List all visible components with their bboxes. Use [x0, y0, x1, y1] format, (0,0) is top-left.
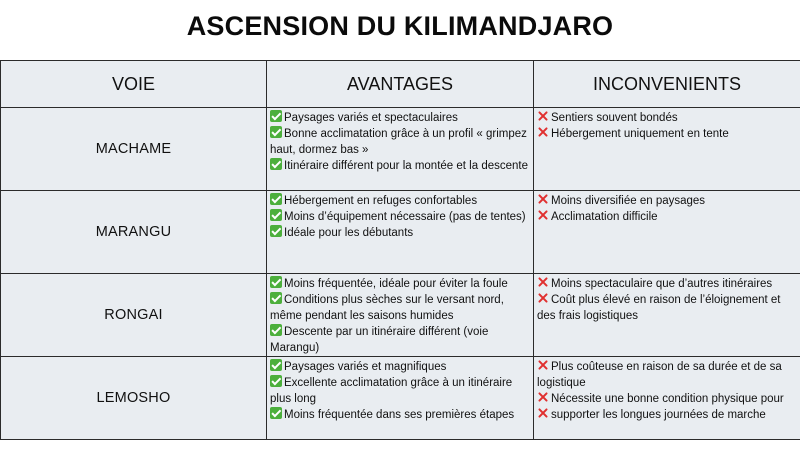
check-icon	[270, 292, 282, 304]
disadvantage-text: supporter les longues journées de marche	[551, 409, 766, 421]
check-icon	[270, 126, 282, 138]
cross-icon	[537, 292, 549, 304]
check-icon	[270, 110, 282, 122]
advantage-item	[270, 292, 529, 324]
advantage-item	[270, 359, 529, 375]
disadvantage-item	[537, 209, 796, 225]
disadvantage-text: Nécessite une bonne condition physique pour	[551, 393, 784, 405]
disadvantage-text: Acclimatation difficile	[551, 211, 658, 223]
advantage-item	[270, 193, 529, 209]
advantage-text: Itinéraire différent pour la montée et la descente	[284, 160, 528, 172]
advantage-text: Moins fréquentée dans ses premières étapes	[284, 409, 515, 421]
disadvantage-item	[537, 359, 796, 391]
table-row	[1, 274, 800, 357]
disadvantage-text: Hébergement uniquement en tente	[551, 128, 729, 140]
page-title: ASCENSION DU KILIMANDJARO	[186, 11, 614, 41]
advantage-item	[270, 158, 529, 174]
disadvantage-item	[537, 407, 796, 423]
route-name: MACHAME	[1, 108, 267, 191]
disadvantages-cell	[534, 357, 800, 440]
cross-icon	[537, 193, 549, 205]
disadvantage-item	[537, 110, 796, 126]
check-icon	[270, 359, 282, 371]
disadvantages-cell	[534, 274, 800, 357]
disadvantage-item	[537, 292, 796, 324]
disadvantages-cell	[534, 191, 800, 274]
column-header-disadvantages: INCONVENIENTS	[534, 61, 800, 108]
disadvantage-item	[537, 276, 796, 292]
table-header-row	[1, 61, 800, 108]
advantages-cell	[267, 191, 534, 274]
route-name: LEMOSHO	[1, 357, 267, 440]
advantages-cell	[267, 274, 534, 357]
check-icon	[270, 193, 282, 205]
disadvantage-item	[537, 126, 796, 142]
check-icon	[270, 225, 282, 237]
disadvantages-cell	[534, 108, 800, 191]
advantage-item	[270, 407, 529, 423]
advantages-cell	[267, 357, 534, 440]
cross-icon	[537, 359, 549, 371]
advantage-item	[270, 375, 529, 407]
check-icon	[270, 276, 282, 288]
cross-icon	[537, 209, 549, 221]
table-row	[1, 108, 800, 191]
cross-icon	[537, 391, 549, 403]
advantage-item	[270, 209, 529, 225]
advantage-item	[270, 126, 529, 158]
column-header-route: VOIE	[1, 61, 267, 108]
advantage-text: Moins d’équipement nécessaire (pas de tentes)	[284, 211, 526, 223]
advantage-item	[270, 276, 529, 292]
advantage-text: Conditions plus sèches sur le versant nord, même pendant les saisons humides	[270, 294, 504, 322]
cross-icon	[537, 407, 549, 419]
disadvantage-item	[537, 193, 796, 209]
advantage-text: Paysages variés et spectaculaires	[284, 112, 458, 124]
advantage-text: Idéale pour les débutants	[284, 227, 414, 239]
routes-comparison-table	[0, 60, 800, 440]
advantage-text: Excellente acclimatation grâce à un itinéraire plus long	[270, 377, 513, 405]
advantage-text: Hébergement en refuges confortables	[284, 195, 478, 207]
disadvantage-text: Moins diversifiée en paysages	[551, 195, 706, 207]
disadvantage-item	[537, 391, 796, 407]
disadvantage-text: Sentiers souvent bondés	[551, 112, 678, 124]
cross-icon	[537, 110, 549, 122]
advantages-cell	[267, 108, 534, 191]
advantage-item	[270, 225, 529, 241]
cross-icon	[537, 126, 549, 138]
route-name: RONGAI	[1, 274, 267, 357]
advantage-text: Bonne acclimatation grâce à un profil « grimpez haut, dormez bas »	[270, 128, 527, 156]
advantage-item	[270, 324, 529, 356]
check-icon	[270, 209, 282, 221]
disadvantage-text: Coût plus élevé en raison de l’éloignement et des frais logistiques	[537, 294, 781, 322]
advantage-text: Moins fréquentée, idéale pour éviter la foule	[284, 278, 508, 290]
table-row	[1, 357, 800, 440]
cross-icon	[537, 276, 549, 288]
column-header-advantages: AVANTAGES	[267, 61, 534, 108]
check-icon	[270, 158, 282, 170]
check-icon	[270, 324, 282, 336]
check-icon	[270, 407, 282, 419]
check-icon	[270, 375, 282, 387]
advantage-text: Paysages variés et magnifiques	[284, 361, 447, 373]
disadvantage-text: Plus coûteuse en raison de sa durée et de sa logistique	[537, 361, 782, 389]
route-name: MARANGU	[1, 191, 267, 274]
advantage-item	[270, 110, 529, 126]
advantage-text: Descente par un itinéraire différent (voie Marangu)	[270, 326, 489, 354]
disadvantage-text: Moins spectaculaire que d’autres itinéraires	[551, 278, 773, 290]
table-row	[1, 191, 800, 274]
